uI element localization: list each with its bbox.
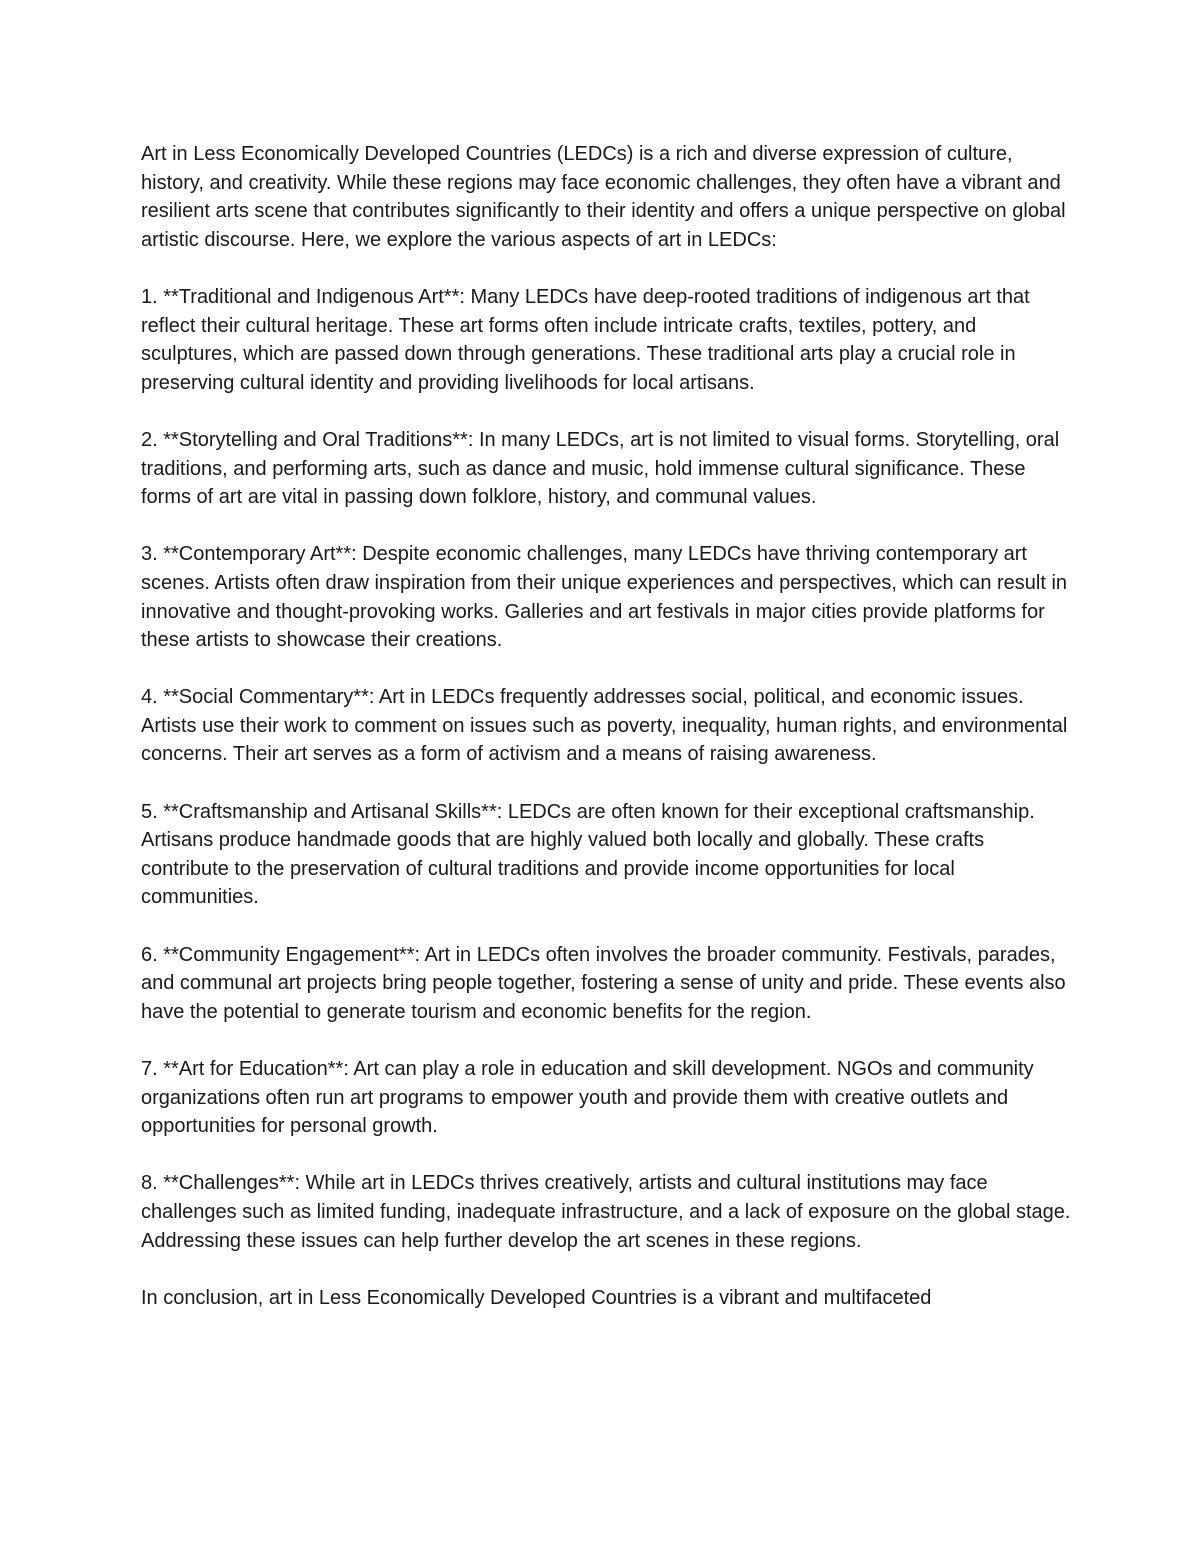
- point-craftsmanship: 5. **Craftsmanship and Artisanal Skills**: LEDCs are often known for their exceptional craftsmanship. Artisans produce handmade goods that are highly valued both locally and globally. These crafts contribute to the preservation of cultural traditions and provide income opportunities for local communities.: [141, 800, 1035, 909]
- point-social-commentary: 4. **Social Commentary**: Art in LEDCs frequently addresses social, political, and economic issues. Artists use their work to comment on issues such as poverty, inequality, human rights, and environmental concerns. Their art serves as a form of activism and a means of raising awareness.: [141, 686, 1068, 766]
- point-community-engagement: 6. **Community Engagement**: Art in LEDCs often involves the broader community. Festivals, parades, and communal art projects bring people together, fostering a sense of unity and pride. These events also have the potential to generate tourism and economic benefits for the region.: [141, 943, 1066, 1023]
- document-body: [141, 140, 1071, 1312]
- intro-paragraph: Art in Less Economically Developed Countries (LEDCs) is a rich and diverse expression of culture, history, and creativity. While these regions may face economic challenges, they often have a vibrant and resilient arts scene that contributes significantly to their identity and offers a unique perspective on global artistic discourse. Here, we explore the various aspects of art in LEDCs:: [141, 143, 1066, 251]
- point-storytelling-oral-traditions: 2. **Storytelling and Oral Traditions**: In many LEDCs, art is not limited to visual forms. Storytelling, oral traditions, and performing arts, such as dance and music, hold immense cultural significance. These forms of art are vital in passing down folklore, history, and communal values.: [141, 428, 1060, 509]
- point-traditional-indigenous-art: 1. **Traditional and Indigenous Art**: Many LEDCs have deep-rooted traditions of indigenous art that reflect their cultural heritage. These art forms often include intricate crafts, textiles, pottery, and sculptures, which are passed down through generations. These traditional arts play a crucial role in preserving cultural identity and providing livelihoods for local artisans.: [141, 285, 1030, 394]
- conclusion-paragraph: In conclusion, art in Less Economically Developed Countries is a vibrant and multifaceted: [141, 1286, 932, 1309]
- point-challenges: 8. **Challenges**: While art in LEDCs thrives creatively, artists and cultural institutions may face challenges such as limited funding, inadequate infrastructure, and a lack of exposure on the global stage. Addressing these issues can help further develop the art scenes in these regions.: [141, 1172, 1071, 1252]
- point-contemporary-art: 3. **Contemporary Art**: Despite economic challenges, many LEDCs have thriving contemporary art scenes. Artists often draw inspiration from their unique experiences and perspectives, which can result in innovative and thought-provoking works. Galleries and art festivals in major cities provide platforms for these artists to showcase their creations.: [141, 543, 1068, 652]
- point-art-for-education: 7. **Art for Education**: Art can play a role in education and skill development. NGOs and community organizations often run art programs to empower youth and provide them with creative outlets and opportunities for personal growth.: [141, 1058, 1034, 1138]
